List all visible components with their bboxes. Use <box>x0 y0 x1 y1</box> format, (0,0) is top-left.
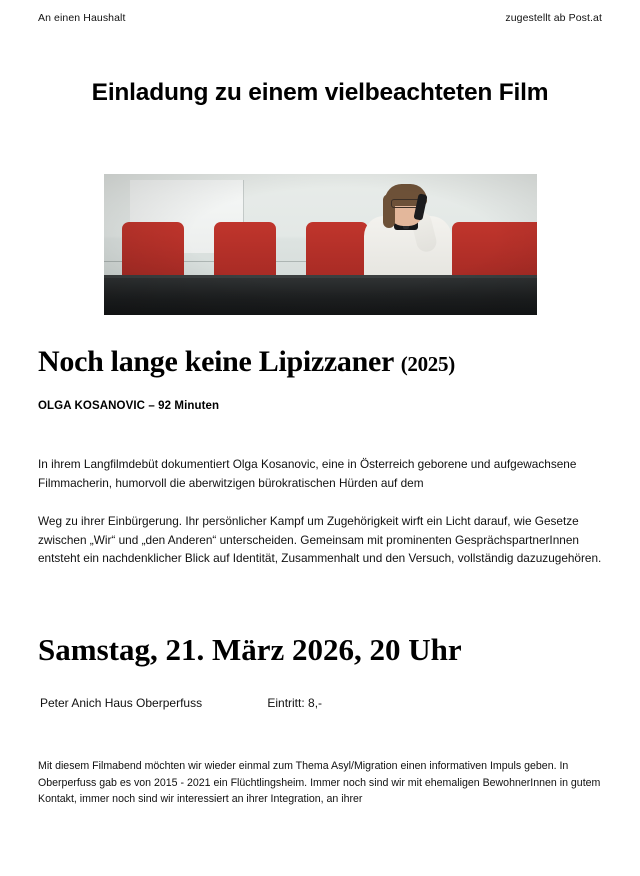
image-vignette <box>104 174 537 315</box>
film-credits: OLGA KOSANOVIC – 92 Minuten <box>38 400 220 412</box>
header-delivery-text: zugestellt ab Post.at <box>505 12 602 24</box>
description-paragraph-2: Weg zu ihrer Einbürgerung. Ihr persönlicher Kampf um Zugehörigkeit wirft ein Licht darauf, wie Gesetze zwischen „Wir“ und „den Anderen“ unterscheiden. Gemeinsam mit prominenten GesprächspartnerInnen entsteht ein nachdenklicher Blick auf Identität, Zusammenhalt und den Versuch, vollständig dazuzugehören. <box>38 514 602 566</box>
screening-date: Samstag, 21. März 2026, 20 Uhr <box>38 632 462 667</box>
film-title <box>38 345 602 379</box>
header-recipient-text: An einen Haushalt <box>38 12 126 24</box>
page-title: Einladung zu einem vielbeachteten Film <box>91 79 549 106</box>
page-header <box>38 12 602 24</box>
venue-name: Peter Anich Haus Oberperfuss <box>40 696 203 710</box>
ticket-price: Eintritt: 8,- <box>267 696 323 710</box>
footer-paragraph: Mit diesem Filmabend möchten wir wieder einmal zum Thema Asyl/Migration einen informativen Impuls geben. In Oberperfuss gab es von 2015 - 2021 ein Flüchtlingsheim. Immer noch sind wir mit ehemaligen BewohnerInnen in gutem Kontakt, immer noch sind wir interessiert an ihrer Integration, an ihrer <box>38 760 601 806</box>
screening-details <box>40 696 602 710</box>
description-paragraph-1: In ihrem Langfilmdebüt dokumentiert Olga Kosanovic, eine in Österreich geborene und aufgewachsene Filmmacherin, humorvoll die aberwitzigen bürokratischen Hürden auf dem <box>38 457 577 490</box>
film-title-text: Noch lange keine Lipizzaner <box>38 345 394 378</box>
film-still-image <box>104 174 537 315</box>
film-year: (2025) <box>400 352 455 376</box>
film-still-scene <box>104 174 537 315</box>
